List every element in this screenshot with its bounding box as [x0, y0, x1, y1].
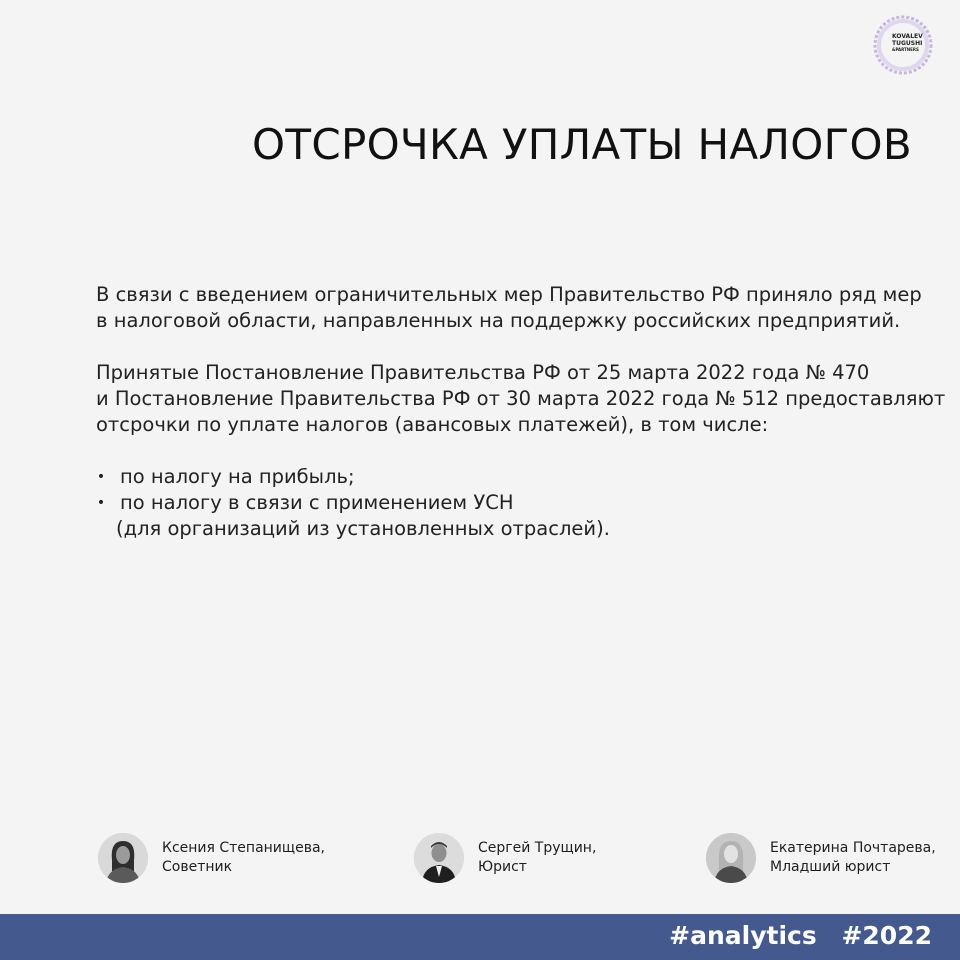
logo-line-1: KOVALEV	[892, 33, 923, 40]
page-title: ОТСРОЧКА УПЛАТЫ НАЛОГОВ	[252, 120, 913, 170]
author-card	[414, 828, 596, 888]
footer-bar	[0, 914, 960, 960]
hashtags	[653, 921, 932, 950]
details-line: и Постановление Правительства РФ от 30 марта 2022 года № 512 предоставляют	[96, 387, 946, 410]
list-item-continuation: (для организаций из установленных отраслей).	[116, 517, 610, 540]
list-item-text: по налогу на прибыль;	[120, 465, 355, 488]
hashtag-analytics[interactable]: #analytics	[669, 921, 817, 950]
bullet-icon: •	[96, 495, 106, 511]
bullet-icon: •	[96, 469, 106, 485]
list-item	[96, 464, 926, 490]
details-line: отсрочки по уплате налогов (авансовых платежей), в том числе:	[96, 413, 769, 436]
author-name: Екатерина Почтарева,	[770, 840, 936, 856]
logo-line-2: TUGUSHI	[892, 40, 923, 47]
author-info	[162, 839, 325, 877]
logo-line-3: &PARTNERS	[892, 47, 919, 52]
intro-line: В связи с введением ограничительных мер Правительство РФ приняло ряд мер	[96, 283, 922, 306]
avatar	[98, 833, 148, 883]
author-card	[98, 828, 325, 888]
author-info	[770, 839, 936, 877]
avatar	[414, 833, 464, 883]
author-card	[706, 828, 936, 888]
list-item	[96, 490, 926, 542]
details-line: Принятые Постановление Правительства РФ от 25 марта 2022 года № 470	[96, 361, 870, 384]
list-item-text: по налогу в связи с применением УСН	[120, 491, 514, 514]
intro-line: в налоговой области, направленных на поддержку российских предприятий.	[96, 309, 901, 332]
person-photo-icon	[414, 833, 464, 883]
article-body	[96, 282, 946, 542]
author-info	[478, 839, 596, 877]
avatar	[706, 833, 756, 883]
details-paragraph	[96, 360, 946, 438]
person-photo-icon	[706, 833, 756, 883]
author-name: Сергей Трущин,	[478, 840, 597, 856]
author-role: Юрист	[478, 859, 527, 875]
intro-paragraph	[96, 282, 926, 334]
company-logo	[872, 14, 934, 76]
logo-mark	[872, 14, 934, 76]
author-name: Ксения Степанищева,	[162, 840, 325, 856]
hashtag-year[interactable]: #2022	[841, 921, 932, 950]
person-photo-icon	[98, 833, 148, 883]
author-role: Советник	[162, 859, 233, 875]
authors-row	[0, 828, 960, 888]
author-role: Младший юрист	[770, 859, 891, 875]
tax-list	[96, 464, 926, 542]
